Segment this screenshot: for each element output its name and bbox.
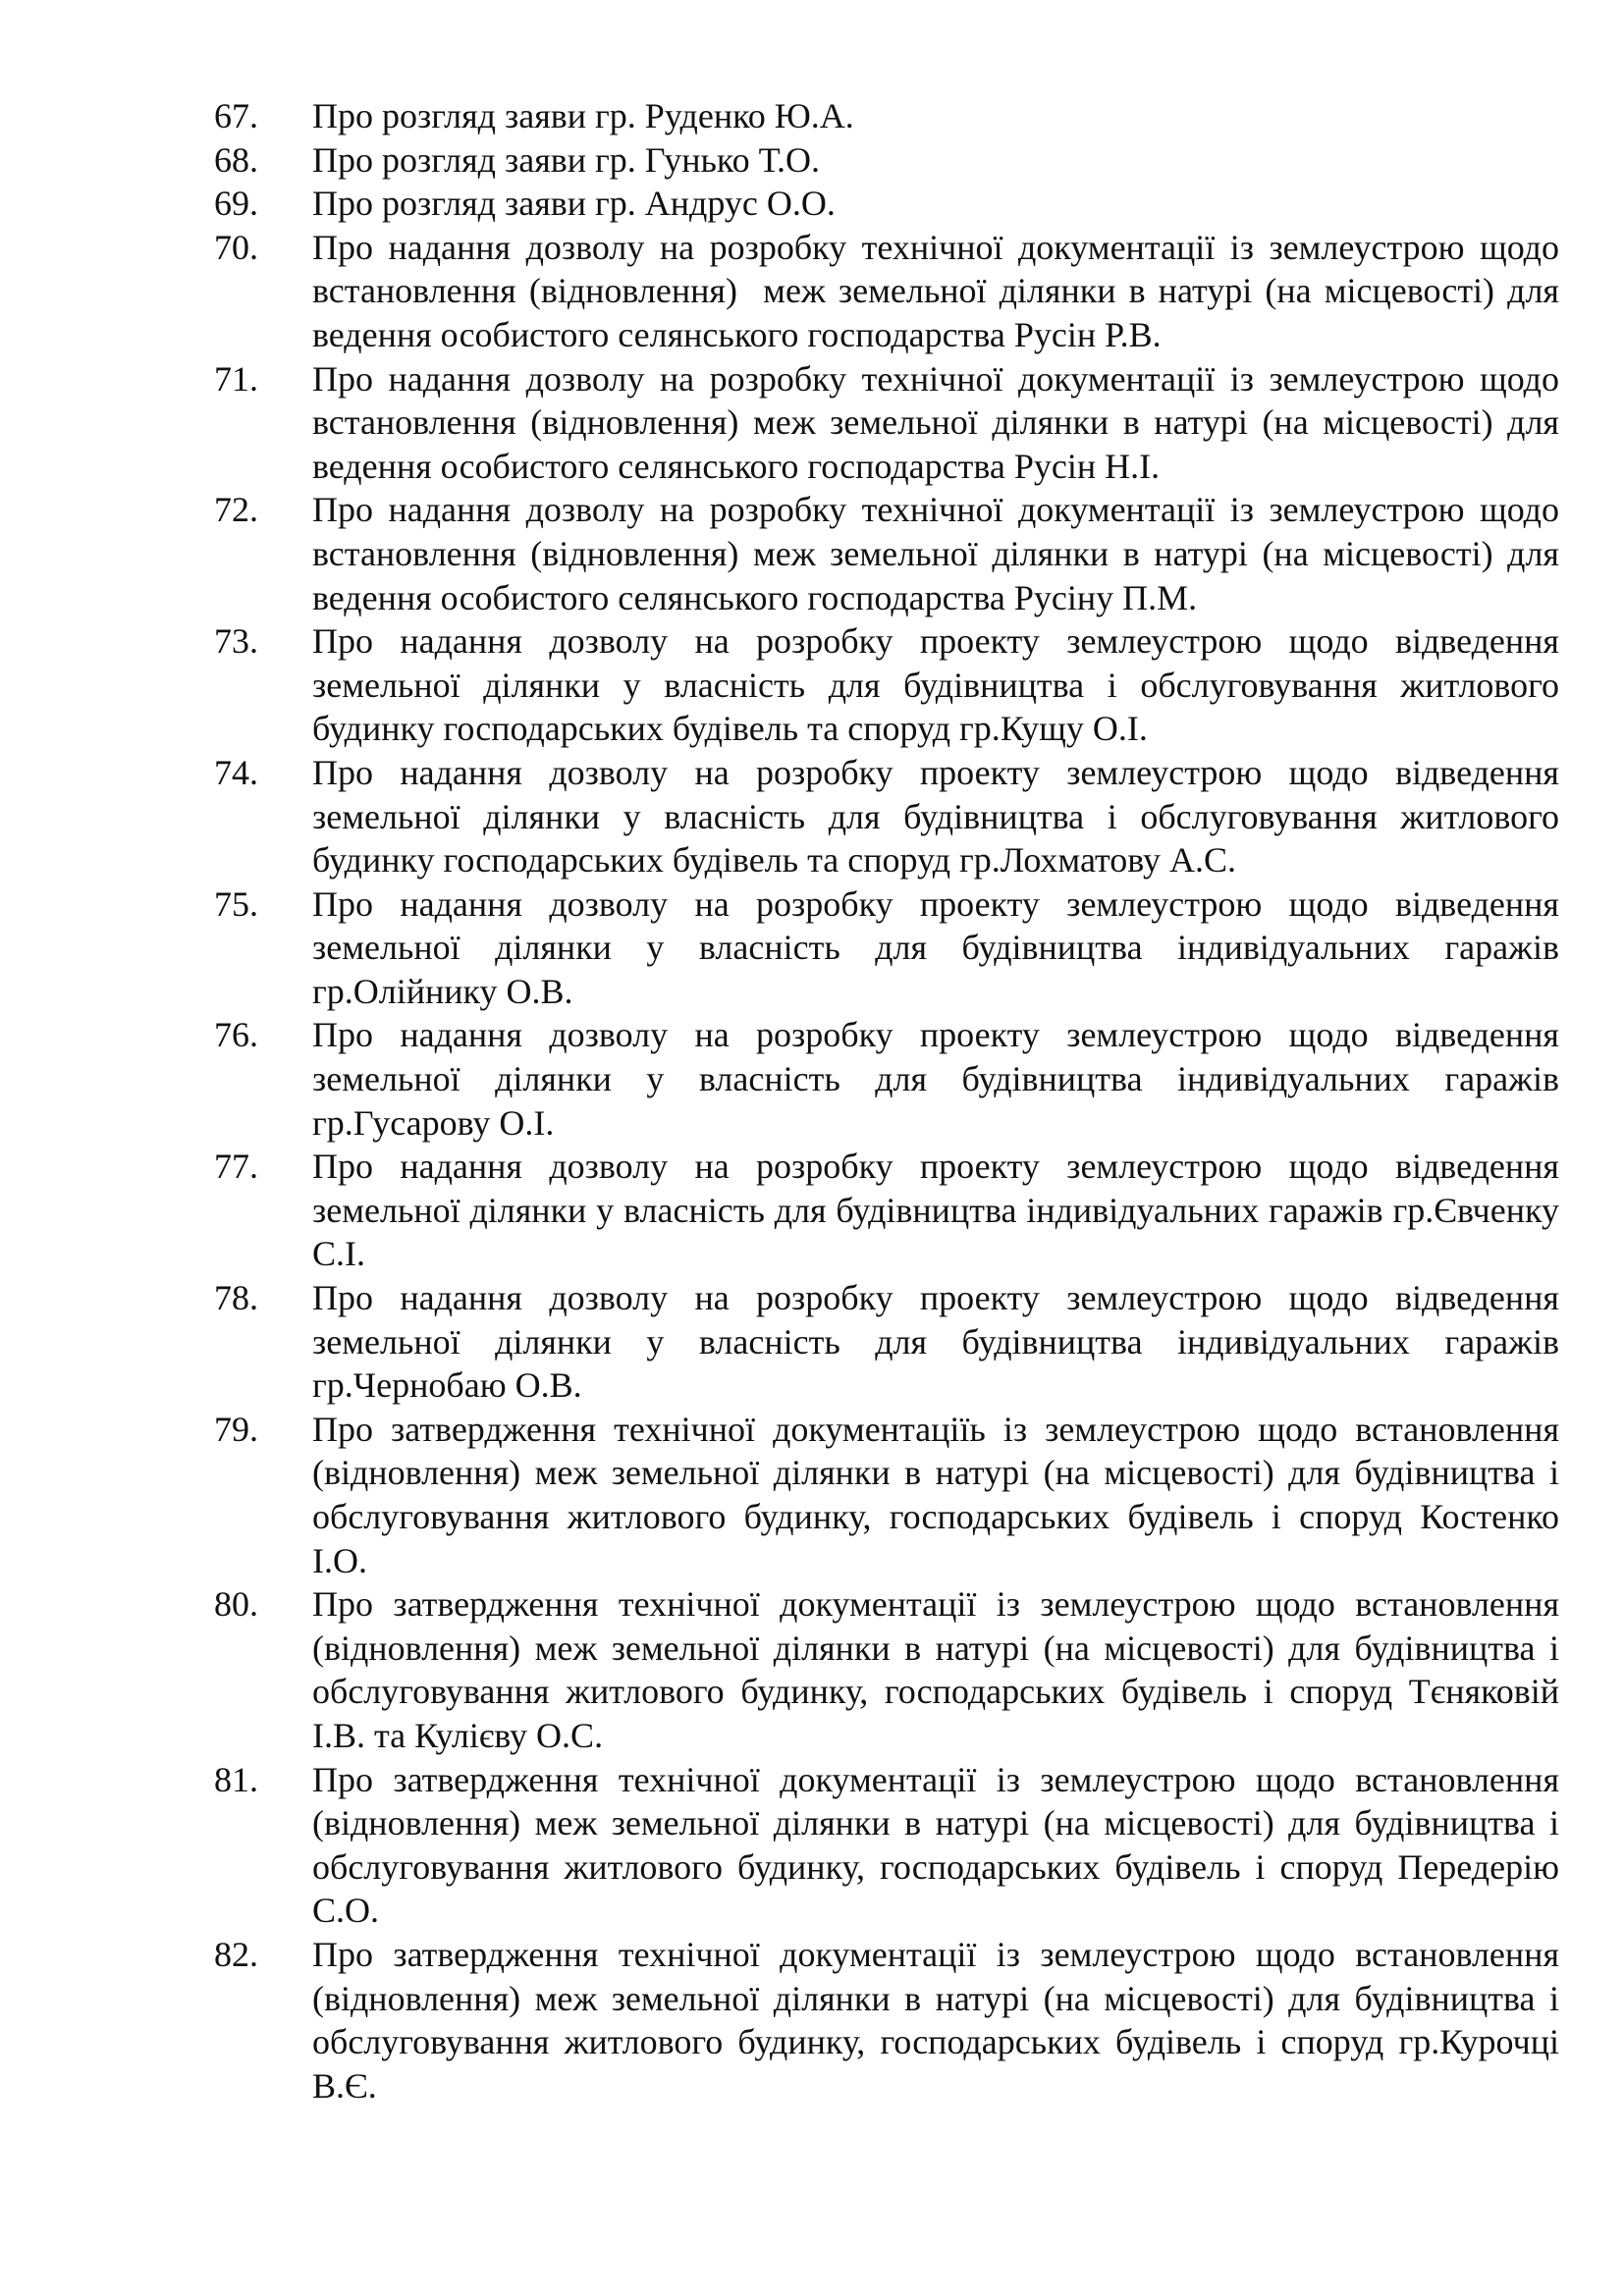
- agenda-item-78: [214, 1276, 1568, 1408]
- agenda-item-80: [214, 1582, 1577, 1757]
- item-text: Про розгляд заяви гр. Гунько Т.О.: [312, 139, 820, 180]
- item-text: Про затвердження технічної документації із землеустрою щодо встановлення (відновлення) меж земельної ділянки в натурі (на місцевості) для будівництва і обслуговування житлового будинку, господарських будівель і споруд гр.Курочці В.Є.: [312, 1934, 1577, 2106]
- item-number: 74.: [214, 752, 258, 792]
- item-text: Про надання дозволу на розробку проекту землеустрою щодо відведення земельної ділянки у власність для будівництва індивідуальних гаражів гр.Олійнику О.В.: [312, 883, 1568, 1011]
- item-number: 82.: [214, 1934, 258, 1974]
- item-number: 75.: [214, 883, 258, 924]
- item-number: 73.: [214, 621, 258, 662]
- item-number: 79.: [214, 1409, 258, 1449]
- item-text: Про надання дозволу на розробку технічної документації із землеустрою щодо встановлення (відновлення) меж земельної ділянки в натурі (на місцевості) для ведення особистого селянського господарства Русін Н.І.: [312, 358, 1568, 486]
- item-text: Про затвердження технічної документації із землеустрою щодо встановлення (відновлення) меж земельної ділянки в натурі (на місцевості) для будівництва і обслуговування житлового будинку, господарських будівель і споруд Тєняковій І.В. та Кулієву О.С.: [312, 1584, 1577, 1755]
- item-text: Про надання дозволу на розробку технічної документації із землеустрою щодо встановлення (відновлення) меж земельної ділянки в натурі (на місцевості) для ведення особистого селянського господарства Русін Р.В.: [312, 227, 1568, 354]
- item-number: 78.: [214, 1278, 258, 1318]
- agenda-item-72: [214, 488, 1568, 619]
- item-text: Про розгляд заяви гр. Андрус О.О.: [312, 184, 836, 224]
- item-text: Про надання дозволу на розробку проекту землеустрою щодо відведення земельної ділянки у власність для будівництва і обслуговування житлового будинку господарських будівель та споруд гр.Кущу О.І.: [312, 621, 1568, 749]
- item-number: 68.: [214, 139, 258, 180]
- agenda-item-71: [214, 357, 1568, 489]
- item-text: Про надання дозволу на розробку проекту землеустрою щодо відведення земельної ділянки у власність для будівництва індивідуальних гаражів гр.Євченку С.І.: [312, 1147, 1568, 1274]
- item-number: 77.: [214, 1147, 258, 1187]
- item-number: 71.: [214, 358, 258, 399]
- agenda-item-69: [214, 182, 1559, 226]
- agenda-item-75: [214, 882, 1568, 1014]
- agenda-item-67: [214, 94, 1559, 138]
- item-text: Про розгляд заяви гр. Руденко Ю.А.: [312, 96, 854, 135]
- agenda-item-76: [214, 1013, 1568, 1145]
- agenda-item-74: [214, 751, 1568, 882]
- item-number: 70.: [214, 227, 258, 267]
- item-text: Про затвердження технічної документаціїь із землеустрою щодо встановлення (відновлення) меж земельної ділянки в натурі (на місцевості) для будівництва і обслуговування житлового будинку, господарських будівель і споруд Костенко І.О.: [312, 1409, 1577, 1580]
- item-text: Про надання дозволу на розробку технічної документації із землеустрою щодо встановлення (відновлення) меж земельної ділянки в натурі (на місцевості) для ведення особистого селянського господарства Русіну П.М.: [312, 490, 1568, 617]
- item-text: Про надання дозволу на розробку проекту землеустрою щодо відведення земельної ділянки у власність для будівництва індивідуальних гаражів гр.Чернобаю О.В.: [312, 1278, 1568, 1406]
- agenda-item-82: [214, 1933, 1577, 2108]
- agenda-list: [214, 94, 1577, 2108]
- agenda-item-70: [214, 226, 1568, 357]
- item-text: Про затвердження технічної документації із землеустрою щодо встановлення (відновлення) меж земельної ділянки в натурі (на місцевості) для будівництва і обслуговування житлового будинку, господарських будівель і споруд Передерію С.О.: [312, 1759, 1577, 1931]
- agenda-item-77: [214, 1145, 1568, 1276]
- item-number: 67.: [214, 96, 258, 135]
- agenda-item-81: [214, 1758, 1577, 1933]
- agenda-item-79: [214, 1408, 1577, 1582]
- item-number: 69.: [214, 184, 258, 224]
- item-text: Про надання дозволу на розробку проекту землеустрою щодо відведення земельної ділянки у власність для будівництва індивідуальних гаражів гр.Гусарову О.І.: [312, 1015, 1568, 1143]
- item-number: 80.: [214, 1584, 258, 1625]
- agenda-item-68: [214, 138, 1559, 183]
- agenda-item-73: [214, 619, 1568, 751]
- item-number: 72.: [214, 490, 258, 530]
- item-number: 76.: [214, 1015, 258, 1055]
- item-text: Про надання дозволу на розробку проекту землеустрою щодо відведення земельної ділянки у власність для будівництва і обслуговування житлового будинку господарських будівель та споруд гр.Лохматову А.С.: [312, 752, 1568, 881]
- item-number: 81.: [214, 1759, 258, 1799]
